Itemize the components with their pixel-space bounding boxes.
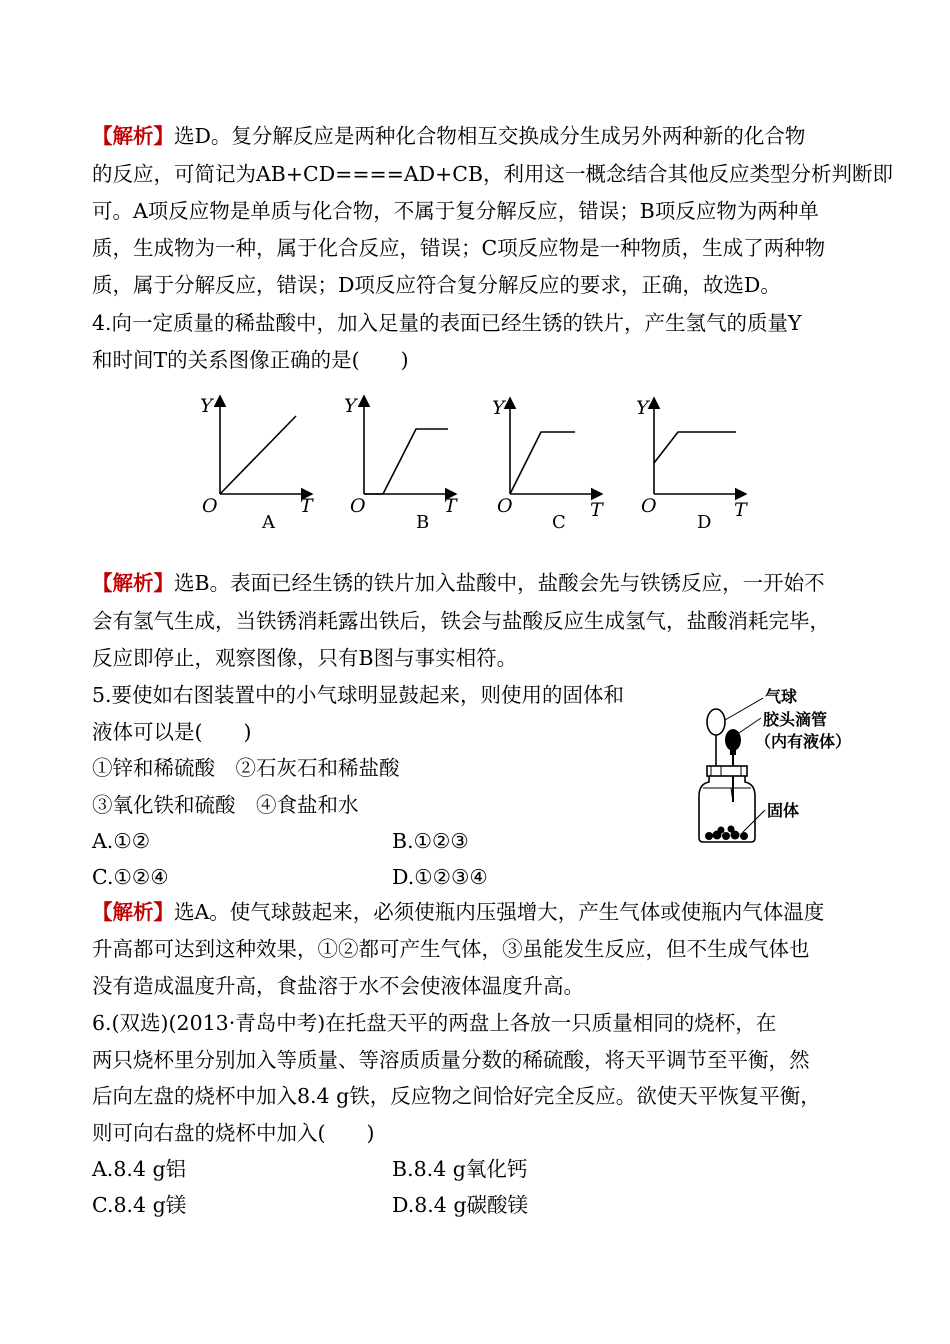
analysis-tag: 【解析】 <box>92 124 174 148</box>
q6-option-b: B.8.4 g氧化钙 <box>392 1157 528 1181</box>
q4-analysis-line-2: 会有氢气生成，当铁锈消耗露出铁后，铁会与盐酸反应生成氢气，盐酸消耗完毕， <box>92 609 830 633</box>
x-axis-label: T <box>444 495 457 517</box>
q4-stem-line-1: 4.向一定质量的稀盐酸中，加入足量的表面已经生锈的铁片，产生氢气的质量Y <box>92 311 802 335</box>
liquid-label: （内有液体） <box>755 732 852 751</box>
graph-a-curve <box>220 416 296 494</box>
analysis-tag: 【解析】 <box>92 900 174 924</box>
q3-analysis-line-3: 可。A项反应物是单质与化合物，不属于复分解反应，错误；B项反应物为两种单 <box>92 199 819 223</box>
origin-label: O <box>350 495 366 517</box>
q5-apparatus-figure <box>695 678 875 853</box>
q4-graphs <box>0 390 950 540</box>
q5-stem-line-2: 液体可以是( ) <box>92 720 252 744</box>
graph-d-curve <box>654 432 736 463</box>
q3-analysis-line-4: 质，生成物为一种，属于化合反应，错误；C项反应物是一种物质，生成了两种物 <box>92 236 826 260</box>
solid-particles-icon <box>705 826 748 841</box>
q3-analysis-line-5: 质，属于分解反应，错误；D项反应符合复分解反应的要求，正确，故选D。 <box>92 273 781 297</box>
graph-b-label: B <box>416 512 430 533</box>
origin-label: O <box>497 495 513 517</box>
q5-option-b: B.①②③ <box>392 829 469 853</box>
graph-c-curve <box>510 432 575 494</box>
q5-items-line-2: ③氧化铁和硫酸 ④食盐和水 <box>92 793 359 817</box>
y-axis-label: Y <box>200 395 213 417</box>
origin-label: O <box>202 495 218 517</box>
graph-a <box>200 395 314 533</box>
graph-b <box>344 395 458 533</box>
q5-analysis-line-3: 没有造成温度升高，食盐溶于水不会使液体温度升高。 <box>92 974 584 998</box>
dropper-bulb-icon <box>725 729 741 751</box>
q5-analysis-line-1: 【解析】选A。使气球鼓起来，必须使瓶内压强增大，产生气体或使瓶内气体温度 <box>92 900 825 924</box>
solid-label: 固体 <box>767 801 800 820</box>
dropper-label: 胶头滴管 <box>763 710 828 729</box>
origin-label: O <box>641 495 657 517</box>
bottle-icon <box>699 776 755 842</box>
y-axis-label: Y <box>344 395 357 417</box>
x-axis-label: T <box>734 499 747 521</box>
x-axis-label: T <box>590 499 603 521</box>
q5-items-line-1: ①锌和稀硫酸 ②石灰石和稀盐酸 <box>92 756 400 780</box>
q6-stem-line-1: 6.(双选)(2013·青岛中考)在托盘天平的两盘上各放一只质量相同的烧杯，在 <box>92 1011 777 1035</box>
q6-option-d: D.8.4 g碳酸镁 <box>392 1193 528 1217</box>
x-axis-label: T <box>300 495 313 517</box>
y-axis-label: Y <box>636 397 649 419</box>
graph-d <box>636 397 748 533</box>
q5-option-d: D.①②③④ <box>392 865 488 889</box>
q5-stem-line-1: 5.要使如右图装置中的小气球明显鼓起来，则使用的固体和 <box>92 683 625 707</box>
y-axis-label: Y <box>492 397 505 419</box>
q5-analysis-line-2: 升高都可达到这种效果，①②都可产生气体，③虽能发生反应，但不生成气体也 <box>92 937 810 961</box>
q3-analysis-line-1: 【解析】选D。复分解反应是两种化合物相互交换成分生成另外两种新的化合物 <box>92 124 806 148</box>
q6-stem-line-3: 后向左盘的烧杯中加入8.4 g铁，反应物之间恰好完全反应。欲使天平恢复平衡， <box>92 1084 821 1108</box>
graph-c-label: C <box>552 512 566 533</box>
analysis-tag: 【解析】 <box>92 571 174 595</box>
graph-c <box>492 397 604 533</box>
q3-analysis-line-2: 的反应，可简记为AB+CD====AD+CB，利用这一概念结合其他反应类型分析判断即 <box>92 162 894 186</box>
q6-option-c: C.8.4 g镁 <box>92 1193 187 1217</box>
q6-option-a: A.8.4 g铝 <box>92 1157 187 1181</box>
q6-stem-line-2: 两只烧杯里分别加入等质量、等溶质质量分数的稀硫酸，将天平调节至平衡，然 <box>92 1048 810 1072</box>
graph-b-curve <box>364 429 448 494</box>
q4-analysis-line-3: 反应即停止，观察图像，只有B图与事实相符。 <box>92 646 518 670</box>
graph-a-label: A <box>262 512 275 533</box>
q4-analysis-line-1: 【解析】选B。表面已经生锈的铁片加入盐酸中，盐酸会先与铁锈反应，一开始不 <box>92 571 825 595</box>
graph-d-label: D <box>697 512 712 533</box>
q6-stem-line-4: 则可向右盘的烧杯中加入( ) <box>92 1121 375 1145</box>
q4-stem-line-2: 和时间T的关系图像正确的是( ) <box>92 348 409 372</box>
q5-option-c: C.①②④ <box>92 865 169 889</box>
balloon-icon <box>707 709 725 735</box>
balloon-label: 气球 <box>765 687 798 706</box>
q5-option-a: A.①② <box>92 829 151 853</box>
